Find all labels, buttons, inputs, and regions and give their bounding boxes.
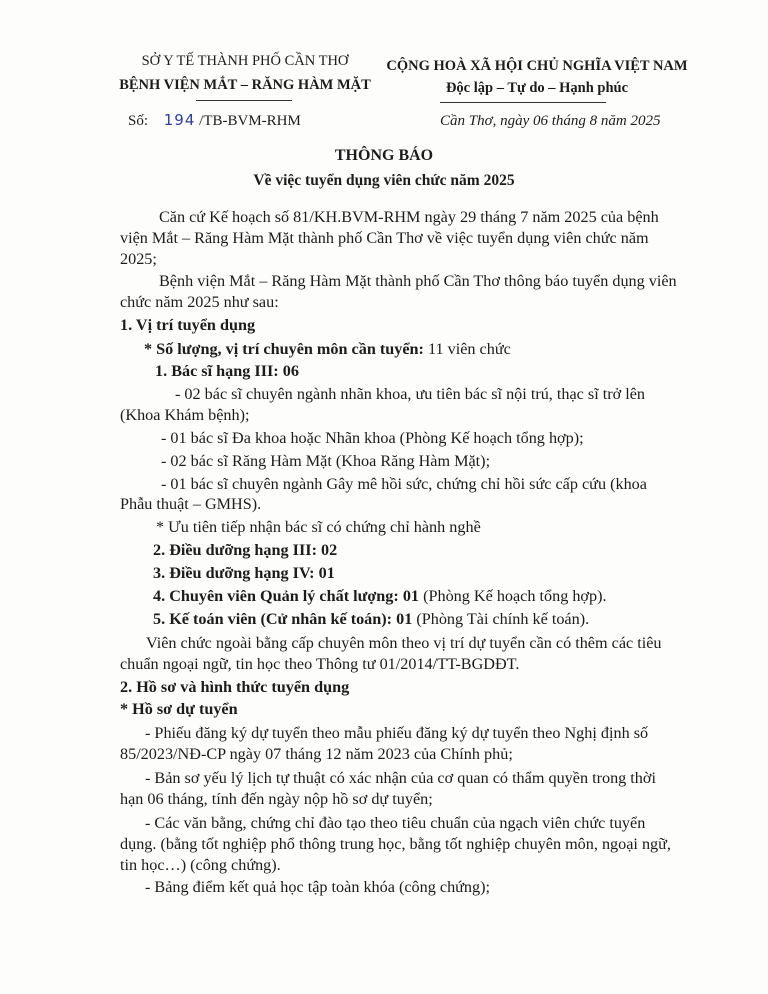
position-item-4: [153, 586, 607, 607]
number-suffix: /TB-BVM-RHM: [199, 113, 301, 129]
item-5-label: 5. Kế toán viên (Cử nhân kế toán): 01: [153, 610, 413, 628]
notice-subtitle: Về việc tuyển dụng viên chức năm 2025: [253, 172, 515, 189]
dossier-item: - Bản sơ yếu lý lịch tự thuật có xác nhận của cơ quan có thẩm quyền trong thời: [145, 769, 656, 787]
position-detail: - 01 bác sĩ Đa khoa hoặc Nhãn khoa (Phòng Kế hoạch tổng hợp);: [161, 429, 584, 447]
header-left-underline: [196, 100, 292, 101]
dossier-item: 85/2023/NĐ-CP ngày 07 tháng 12 năm 2023 của Chính phủ;: [120, 745, 513, 763]
dossier-heading: * Hồ sơ dự tuyển: [120, 700, 238, 718]
position-detail: - 02 bác sĩ chuyên ngành nhãn khoa, ưu tiên bác sĩ nội trú, thạc sĩ trở lên: [175, 385, 646, 403]
dossier-item: hạn 06 tháng, tính đến ngày nộp hồ sơ dự tuyển;: [120, 790, 433, 808]
quota-line: [144, 339, 511, 360]
motto: Độc lập – Tự do – Hạnh phúc: [445, 80, 629, 96]
handwritten-number: 194: [163, 111, 196, 129]
position-detail: (Khoa Khám bệnh);: [120, 406, 250, 424]
position-detail: Phẫu thuật – GMHS).: [120, 495, 262, 513]
quota-value: 11 viên chức: [423, 340, 511, 358]
intro-line: Căn cứ Kế hoạch số 81/KH.BVM-RHM ngày 29 tháng 7 năm 2025 của bệnh: [159, 208, 659, 226]
hospital-name: BỆNH VIỆN MẮT – RĂNG HÀM MẶT: [119, 77, 371, 93]
dossier-item: dụng. (bằng tốt nghiệp phổ thông trung học, bằng tốt nghiệp chuyên môn, ngoại ngữ,: [120, 835, 671, 853]
header-right-underline: [440, 102, 606, 103]
position-item-3: 3. Điều dưỡng hạng IV: 01: [153, 564, 335, 582]
document-number: [128, 111, 301, 130]
position-item-5: [153, 609, 589, 630]
department-name: SỞ Y TẾ THÀNH PHỐ CẦN THƠ: [141, 53, 349, 69]
number-prefix: Số:: [128, 113, 149, 129]
item-4-label: 4. Chuyên viên Quản lý chất lượng: 01: [153, 587, 420, 605]
dossier-item: - Phiếu đăng ký dự tuyển theo mẫu phiếu đăng ký dự tuyển theo Nghị định số: [145, 724, 649, 742]
intro-line: 2025;: [120, 250, 157, 268]
intro-line: viện Mắt – Răng Hàm Mặt thành phố Cần Thơ về việc tuyển dụng viên chức năm: [120, 229, 649, 247]
section-2-heading: 2. Hồ sơ và hình thức tuyển dụng: [120, 678, 350, 696]
item-5-department: (Phòng Tài chính kế toán).: [412, 610, 590, 628]
quota-label: * Số lượng, vị trí chuyên môn cần tuyển:: [144, 340, 424, 358]
dossier-item: tin học…) (công chứng).: [120, 856, 281, 874]
section-1-heading: 1. Vị trí tuyển dụng: [120, 316, 256, 334]
position-item-1: 1. Bác sĩ hạng III: 06: [155, 362, 299, 380]
intro-line: chức năm 2025 như sau:: [120, 293, 279, 311]
notice-title: THÔNG BÁO: [334, 147, 434, 164]
position-detail: - 02 bác sĩ Răng Hàm Mặt (Khoa Răng Hàm Mặt);: [161, 452, 491, 470]
place-date: Cần Thơ, ngày 06 tháng 8 năm 2025: [440, 113, 661, 129]
dossier-item: - Các văn bằng, chứng chỉ đào tạo theo tiêu chuẩn của ngạch viên chức tuyển: [145, 814, 646, 832]
priority-note: * Ưu tiên tiếp nhận bác sĩ có chứng chỉ hành nghề: [156, 518, 481, 536]
republic-name: CỘNG HOÀ XÃ HỘI CHỦ NGHĨA VIỆT NAM: [386, 58, 688, 74]
intro-line: Bệnh viện Mắt – Răng Hàm Mặt thành phố Cần Thơ thông báo tuyển dụng viên: [159, 272, 677, 290]
item-4-department: (Phòng Kế hoạch tổng hợp).: [419, 587, 607, 605]
requirement-line: chuẩn ngoại ngữ, tin học theo Thông tư 01/2014/TT-BGDĐT.: [120, 655, 520, 673]
position-detail: - 01 bác sĩ chuyên ngành Gây mê hồi sức, chứng chỉ hồi sức cấp cứu (khoa: [161, 475, 647, 493]
dossier-item: - Bảng điểm kết quả học tập toàn khóa (công chứng);: [145, 878, 491, 896]
requirement-line: Viên chức ngoài bằng cấp chuyên môn theo vị trí dự tuyển cần có thêm các tiêu: [146, 634, 662, 652]
position-item-2: 2. Điều dưỡng hạng III: 02: [153, 541, 338, 559]
